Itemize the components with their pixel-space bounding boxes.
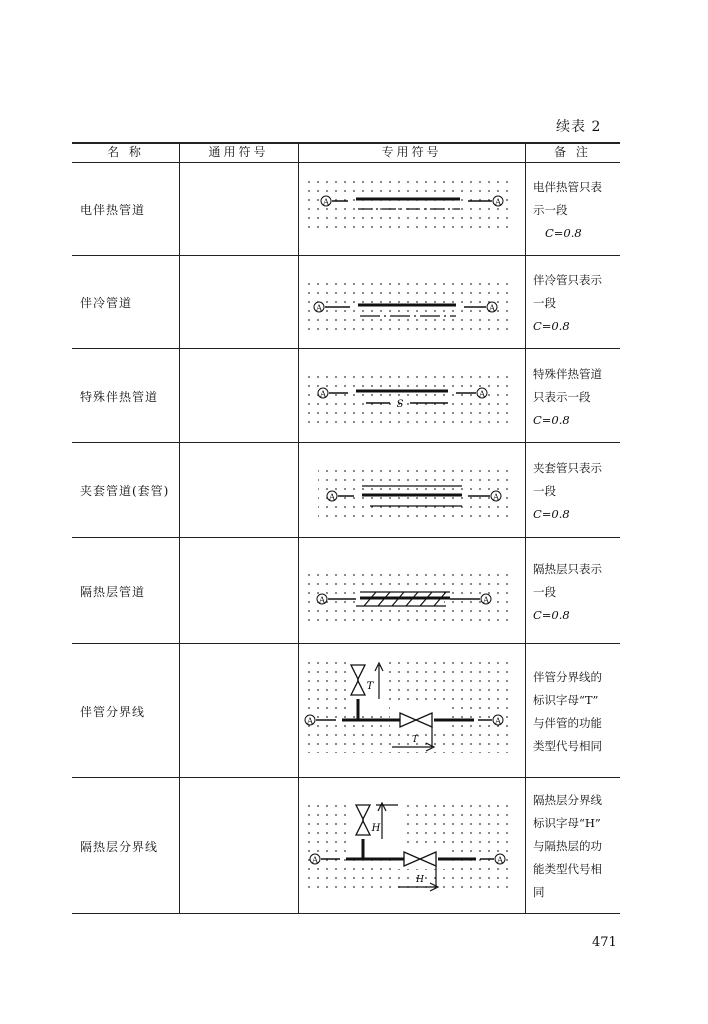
svg-text:A: A	[329, 492, 335, 502]
row-name: 伴冷管道	[80, 296, 133, 310]
svg-text:A: A	[497, 855, 503, 865]
svg-text:A: A	[316, 303, 322, 313]
row-name: 夹套管道(套管)	[80, 484, 170, 498]
row-name: 电伴热管道	[80, 203, 146, 217]
header-special-symbol: 专用符号	[381, 145, 442, 159]
svg-text:A: A	[489, 303, 495, 313]
svg-text:A: A	[483, 595, 489, 605]
svg-text:A: A	[307, 716, 313, 726]
svg-text:A: A	[493, 492, 499, 502]
svg-text:A: A	[323, 197, 329, 207]
row-remark: 隔热层分界线 标识字母“H” 与隔热层的功 能类型代号相 同	[533, 793, 602, 899]
svg-text:H: H	[371, 823, 381, 834]
svg-text:A: A	[319, 595, 325, 605]
column-rule	[179, 142, 180, 914]
header-name: 名 称	[107, 145, 144, 159]
header-remark: 备 注	[554, 145, 591, 159]
header-general-symbol: 通用符号	[208, 145, 269, 159]
row-remark: 伴管分界线的 标识字母“T” 与伴管的功能 类型代号相同	[533, 670, 602, 753]
row-name: 伴管分界线	[80, 705, 146, 719]
row-remark: 伴冷管只表示 一段 C=0.8	[533, 273, 602, 333]
tracing-boundary-symbol	[298, 643, 525, 777]
page-number: 471	[592, 935, 617, 950]
cold-tracing-symbol	[298, 255, 525, 348]
row-remark: 特殊伴热管道 只表示一段 C=0.8	[533, 367, 602, 427]
svg-text:A: A	[320, 389, 326, 399]
svg-text:A: A	[495, 716, 501, 726]
svg-text:H: H	[416, 875, 424, 885]
row-remark: 电伴热管只表 示一段 C=0.8	[533, 180, 602, 240]
svg-text:A: A	[479, 389, 485, 399]
jacketed-pipe-symbol	[298, 442, 525, 537]
row-remark: 夹套管只表示 一段 C=0.8	[533, 461, 602, 521]
row-name: 隔热层管道	[80, 585, 146, 599]
special-tracing-symbol	[298, 348, 525, 442]
row-name: 隔热层分界线	[80, 840, 159, 854]
svg-text:A: A	[312, 855, 318, 865]
svg-text:S: S	[396, 399, 404, 410]
insulated-pipe-symbol	[298, 537, 525, 643]
electric-tracing-symbol	[298, 162, 525, 255]
insulation-boundary-symbol	[298, 777, 525, 913]
continued-table-label: 续表 2	[556, 119, 602, 135]
row-name: 特殊伴热管道	[80, 390, 159, 404]
column-rule	[525, 142, 526, 914]
symbol-table	[72, 142, 620, 914]
svg-text:T: T	[411, 735, 419, 745]
svg-text:T: T	[366, 681, 374, 692]
svg-text:A: A	[495, 197, 501, 207]
table-bottom-rule	[72, 913, 620, 914]
row-remark: 隔热层只表示 一段 C=0.8	[533, 562, 602, 622]
